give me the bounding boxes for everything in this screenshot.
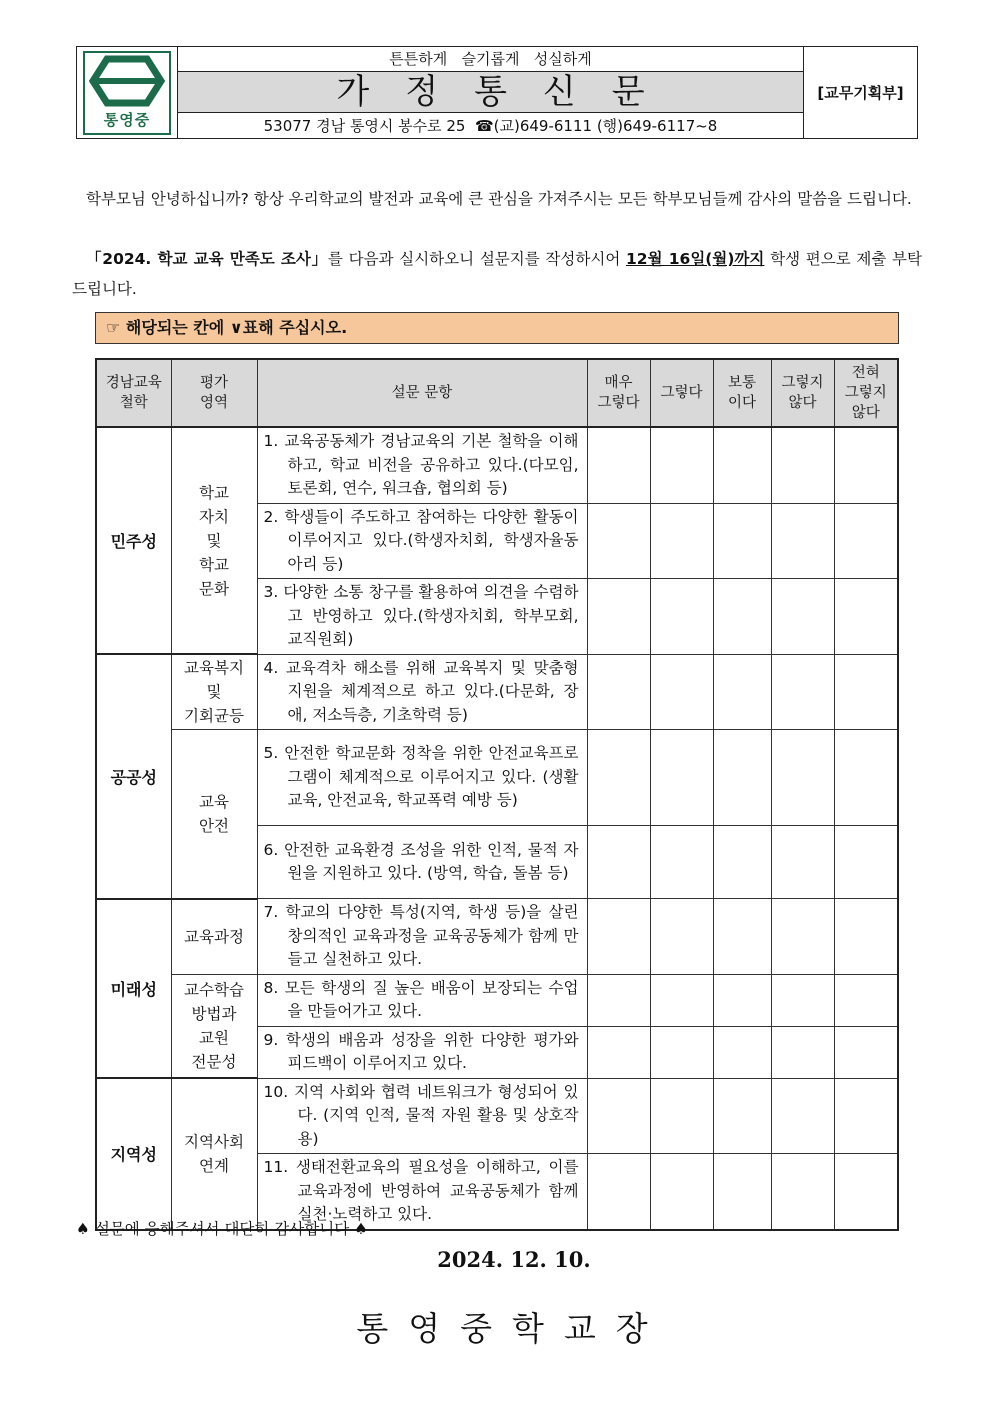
question-cell: 11. 생태전환교육의 필요성을 이해하고, 이를 교육과정에 반영하여 교육공동체가 함께 실천·노력하고 있다. <box>257 1154 587 1230</box>
answer-cell[interactable] <box>771 1078 834 1154</box>
header-center <box>178 47 804 138</box>
question-cell: 4. 교육격차 해소를 위해 교육복지 및 맞춤형 지원을 체계적으로 하고 있다.(다문화, 장애, 저소득층, 기초학력 등) <box>257 654 587 730</box>
answer-cell[interactable] <box>587 579 650 655</box>
deadline: 12월 16일(월)까지 <box>626 250 765 268</box>
answer-cell[interactable] <box>650 654 713 730</box>
school-logo <box>83 51 171 135</box>
question-cell: 3. 다양한 소통 창구를 활용하여 의견을 수렴하고 반영하고 있다.(학생자치회, 학부모회, 교직원회) <box>257 579 587 655</box>
answer-cell[interactable] <box>650 1078 713 1154</box>
answer-cell[interactable] <box>834 899 898 975</box>
answer-cell[interactable] <box>713 654 771 730</box>
letter-header <box>76 46 918 139</box>
document-title: 가정통신문 <box>178 72 803 113</box>
question-cell: 2. 학생들이 주도하고 참여하는 다양한 활동이 이루어지고 있다.(학생자치회, 학생자율동아리 등) <box>257 503 587 579</box>
table-header-row <box>96 359 898 427</box>
answer-cell[interactable] <box>834 974 898 1026</box>
philosophy-cell: 지역성 <box>96 1078 171 1230</box>
table-row <box>96 654 898 730</box>
answer-cell[interactable] <box>771 503 834 579</box>
answer-cell[interactable] <box>587 1026 650 1078</box>
answer-cell[interactable] <box>834 654 898 730</box>
answer-cell[interactable] <box>771 974 834 1026</box>
answer-cell[interactable] <box>834 826 898 899</box>
school-emblem-icon <box>89 55 165 107</box>
header-disagree: 그렇지 않다 <box>771 359 834 427</box>
area-cell: 학교 자치 및 학교 문화 <box>171 427 257 654</box>
header-agree: 그렇다 <box>650 359 713 427</box>
answer-cell[interactable] <box>587 427 650 503</box>
answer-cell[interactable] <box>834 730 898 826</box>
answer-cell[interactable] <box>587 826 650 899</box>
philosophy-cell: 공공성 <box>96 654 171 899</box>
answer-cell[interactable] <box>650 974 713 1026</box>
logo-text: 통영중 <box>103 111 151 129</box>
answer-cell[interactable] <box>650 503 713 579</box>
answer-cell[interactable] <box>834 1026 898 1078</box>
question-cell: 9. 학생의 배움과 성장을 위한 다양한 평가와 피드백이 이루어지고 있다. <box>257 1026 587 1078</box>
thanks-note: ♠ 설문에 응해주셔서 대단히 감사합니다 ♠ <box>76 1220 368 1238</box>
answer-cell[interactable] <box>713 1026 771 1078</box>
answer-cell[interactable] <box>587 654 650 730</box>
instruction-banner: ☞ 해당되는 칸에 ∨표해 주십시오. <box>95 312 899 344</box>
school-address: 53077 경남 통영시 봉수로 25 ☎(교)649-6111 (행)649-6117~8 <box>263 117 718 135</box>
answer-cell[interactable] <box>587 503 650 579</box>
answer-cell[interactable] <box>650 730 713 826</box>
answer-cell[interactable] <box>650 899 713 975</box>
answer-cell[interactable] <box>713 730 771 826</box>
answer-cell[interactable] <box>771 654 834 730</box>
answer-cell[interactable] <box>713 427 771 503</box>
intro-request <box>72 244 922 304</box>
question-cell: 10. 지역 사회와 협력 네트워크가 형성되어 있다. (지역 인적, 물적 자원 활용 및 상호작용) <box>257 1078 587 1154</box>
header-question: 설문 문항 <box>257 359 587 427</box>
answer-cell[interactable] <box>587 730 650 826</box>
school-motto: 튼튼하게 슬기롭게 성실하게 <box>178 47 803 72</box>
question-cell: 1. 교육공동체가 경남교육의 기본 철학을 이해하고, 학교 비전을 공유하고 있다.(다모임, 토론회, 연수, 워크숍, 협의회 등) <box>257 427 587 503</box>
question-cell: 5. 안전한 학교문화 정착을 위한 안전교육프로그램이 체계적으로 이루어지고 있다. (생활교육, 안전교육, 학교폭력 예방 등) <box>257 730 587 826</box>
answer-cell[interactable] <box>713 1078 771 1154</box>
answer-cell[interactable] <box>771 826 834 899</box>
area-cell: 교육복지 및 기회균등 <box>171 654 257 730</box>
answer-cell[interactable] <box>713 899 771 975</box>
answer-cell[interactable] <box>834 1078 898 1154</box>
table-row <box>96 1078 898 1154</box>
answer-cell[interactable] <box>650 1026 713 1078</box>
answer-cell[interactable] <box>771 899 834 975</box>
area-cell: 지역사회 연계 <box>171 1078 257 1230</box>
issue-date: 2024. 12. 10. <box>437 1247 591 1272</box>
table-row <box>96 730 898 826</box>
question-cell: 8. 모든 학생의 질 높은 배움이 보장되는 수업을 만들어가고 있다. <box>257 974 587 1026</box>
area-cell: 교수학습 방법과 교원 전문성 <box>171 974 257 1078</box>
answer-cell[interactable] <box>650 579 713 655</box>
answer-cell[interactable] <box>771 579 834 655</box>
answer-cell[interactable] <box>771 427 834 503</box>
answer-cell[interactable] <box>650 1154 713 1230</box>
answer-cell[interactable] <box>650 427 713 503</box>
philosophy-cell: 민주성 <box>96 427 171 654</box>
header-area: 평가 영역 <box>171 359 257 427</box>
answer-cell[interactable] <box>834 579 898 655</box>
philosophy-cell: 미래성 <box>96 899 171 1079</box>
logo-cell <box>77 47 178 138</box>
answer-cell[interactable] <box>713 974 771 1026</box>
answer-cell[interactable] <box>713 579 771 655</box>
header-philosophy: 경남교육 철학 <box>96 359 171 427</box>
question-cell: 6. 안전한 교육환경 조성을 위한 인적, 물적 자원을 지원하고 있다. (방역, 학습, 돌봄 등) <box>257 826 587 899</box>
intro-request-end: 학생 편으로 제출 부탁드립니다. <box>72 250 922 298</box>
answer-cell[interactable] <box>587 1154 650 1230</box>
principal-signature: 통영중학교장 <box>356 1309 668 1348</box>
header-strongly-agree: 매우 그렇다 <box>587 359 650 427</box>
header-strongly-disagree: 전혀 그렇지 않다 <box>834 359 898 427</box>
answer-cell[interactable] <box>771 730 834 826</box>
answer-cell[interactable] <box>587 1078 650 1154</box>
table-row <box>96 974 898 1026</box>
table-row <box>96 427 898 503</box>
header-neutral: 보통 이다 <box>713 359 771 427</box>
answer-cell[interactable] <box>713 826 771 899</box>
question-cell: 7. 학교의 다양한 특성(지역, 학생 등)을 살린 창의적인 교육과정을 교육공동체가 함께 만들고 실천하고 있다. <box>257 899 587 975</box>
answer-cell[interactable] <box>771 1026 834 1078</box>
intro-request-mid: 를 다음과 실시하오니 설문지를 작성하시어 <box>327 250 627 268</box>
table-row <box>96 899 898 975</box>
area-cell: 교육 안전 <box>171 730 257 899</box>
answer-cell[interactable] <box>834 427 898 503</box>
answer-cell[interactable] <box>650 826 713 899</box>
answer-cell[interactable] <box>834 503 898 579</box>
answer-cell[interactable] <box>713 1154 771 1230</box>
department-label: [교무기획부] <box>817 84 904 102</box>
survey-table <box>95 358 899 1231</box>
survey-name: 「2024. 학교 교육 만족도 조사」 <box>86 250 328 268</box>
answer-cell[interactable] <box>771 1154 834 1230</box>
answer-cell[interactable] <box>587 899 650 975</box>
area-cell: 교육과정 <box>171 899 257 975</box>
answer-cell[interactable] <box>587 974 650 1026</box>
intro-greeting: 학부모님 안녕하십니까? 항상 우리학교의 발전과 교육에 큰 관심을 가져주시는 모든 학부모님들께 감사의 말씀을 드립니다. <box>86 190 912 208</box>
answer-cell[interactable] <box>713 503 771 579</box>
answer-cell[interactable] <box>834 1154 898 1230</box>
